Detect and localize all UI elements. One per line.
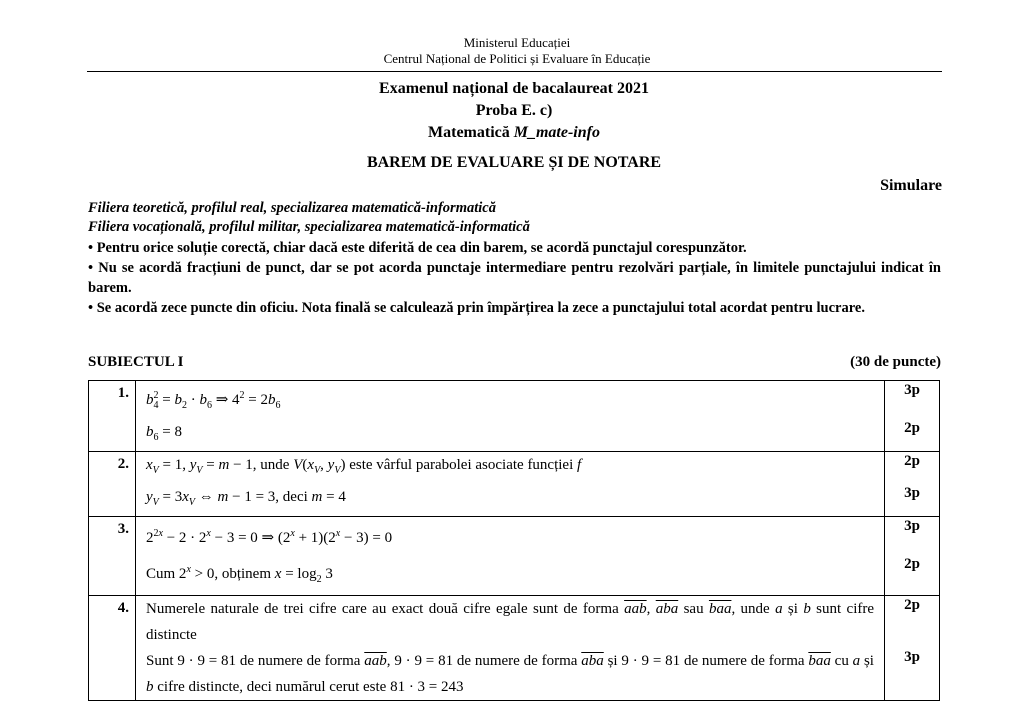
bullet-item: • Se acordă zece puncte din oficiu. Nota finală se calculează prin împărțirea la zece a punctajului total acordat pentru lucrare. (88, 300, 865, 316)
exam-title: Examenul național de bacalaureat 2021 (379, 80, 649, 97)
item-points: 2p (885, 596, 940, 649)
item-number: 1. (89, 381, 136, 452)
header-divider (87, 71, 942, 72)
item-2-row-1: $x_V = 1$, $y_V = m - 1$, unde $V(x_V$, $y_V$) este vârful parabolei asociate funcției f (136, 452, 885, 485)
item-number: 4. (89, 596, 136, 701)
section-title: SUBIECTUL I (88, 354, 184, 370)
item-4-row-2: Sunt 9 · 9 = 81 de numere de forma $\overline{aab}$, 9 · 9 = 81 de numere de forma $\overline{aba}$ și 9 · 9 = 81 de numere de forma $\overline{baa}$ cu a și b cifre distincte, deci numărul cerut este 81 · 3 = 243 (136, 648, 885, 701)
item-1-row-1: $b_4^2 = b_2 \cdot b_6$ ⇒ $4^2 = 2b_6$ (136, 381, 885, 420)
bullet-list (88, 238, 941, 318)
item-points: 3p (885, 484, 940, 517)
table-row (89, 596, 940, 649)
bullet-item: • Pentru orice soluție corectă, chiar dacă este diferită de cea din barem, se acordă punctajul corespunzător. (88, 240, 747, 256)
table-row (89, 555, 940, 596)
item-3-row-1: $2^{2x} - 2 \cdot 2^x - 3 = 0$ ⇒ $(2^x + 1)(2^x - 3) = 0$ (136, 517, 885, 556)
section-points: (30 de puncte) (850, 354, 941, 370)
proba-title: Proba E. c) (475, 102, 553, 119)
table-row (89, 484, 940, 517)
subject-code: M_mate-info (513, 124, 600, 141)
simulare-label: Simulare (880, 177, 942, 194)
table-row (89, 648, 940, 701)
bullet-text: Pentru orice soluție corectă, chiar dacă este diferită de cea din barem, se acordă punctajul corespunzător. (96, 240, 747, 256)
center-header: Centrul Național de Politici și Evaluare în Educație (383, 51, 651, 66)
bullet-text: Nu se acordă fracțiuni de punct, dar se pot acorda punctaje intermediare pentru rezolvări parțiale, în limitele punctajului indicat în barem. (88, 260, 941, 296)
table-row (89, 517, 940, 556)
item-number: 3. (89, 517, 136, 596)
scoring-table (88, 380, 940, 701)
item-points: 2p (885, 452, 940, 485)
table-row (89, 419, 940, 452)
subject-prefix: Matematică (428, 124, 514, 141)
item-points: 3p (885, 648, 940, 701)
item-points: 3p (885, 381, 940, 420)
bullet-text: Se acordă zece puncte din oficiu. Nota finală se calculează prin împărțirea la zece a punctajului total acordat pentru lucrare. (96, 300, 865, 316)
item-points: 2p (885, 555, 940, 596)
item-points: 2p (885, 419, 940, 452)
barem-title: BAREM DE EVALUARE ȘI DE NOTARE (366, 154, 662, 171)
item-number: 2. (89, 452, 136, 517)
item-1-row-2: $b_6 = 8$ (136, 419, 885, 452)
subject-title (0, 124, 1028, 142)
item-points: 3p (885, 517, 940, 556)
filiera-1: Filiera teoretică, profilul real, specializarea matematică-informatică (88, 200, 496, 216)
table-row (89, 381, 940, 420)
filiera-2: Filiera vocațională, profilul militar, specializarea matematică-informatică (88, 219, 530, 235)
ministry-header: Ministerul Educației (463, 35, 571, 50)
item-2-row-2: $y_V = 3x_V$ ⇔ m − 1 = 3, deci m = 4 (136, 484, 885, 517)
item-4-row-1: Numerele naturale de trei cifre care au exact două cifre egale sunt de forma $\overline{aab}$, $\overline{aba}$ sau $\overline{baa}$, unde a și b sunt cifre distincte (136, 596, 885, 649)
table-row (89, 452, 940, 485)
bullet-item: • Nu se acordă fracțiuni de punct, dar se pot acorda punctaje intermediare pentru rezolvări parțiale, în limitele punctajului indicat în barem. (88, 260, 941, 296)
item-3-row-2: Cum $2^x > 0$, obținem $x = \log_2 3$ (136, 555, 885, 596)
